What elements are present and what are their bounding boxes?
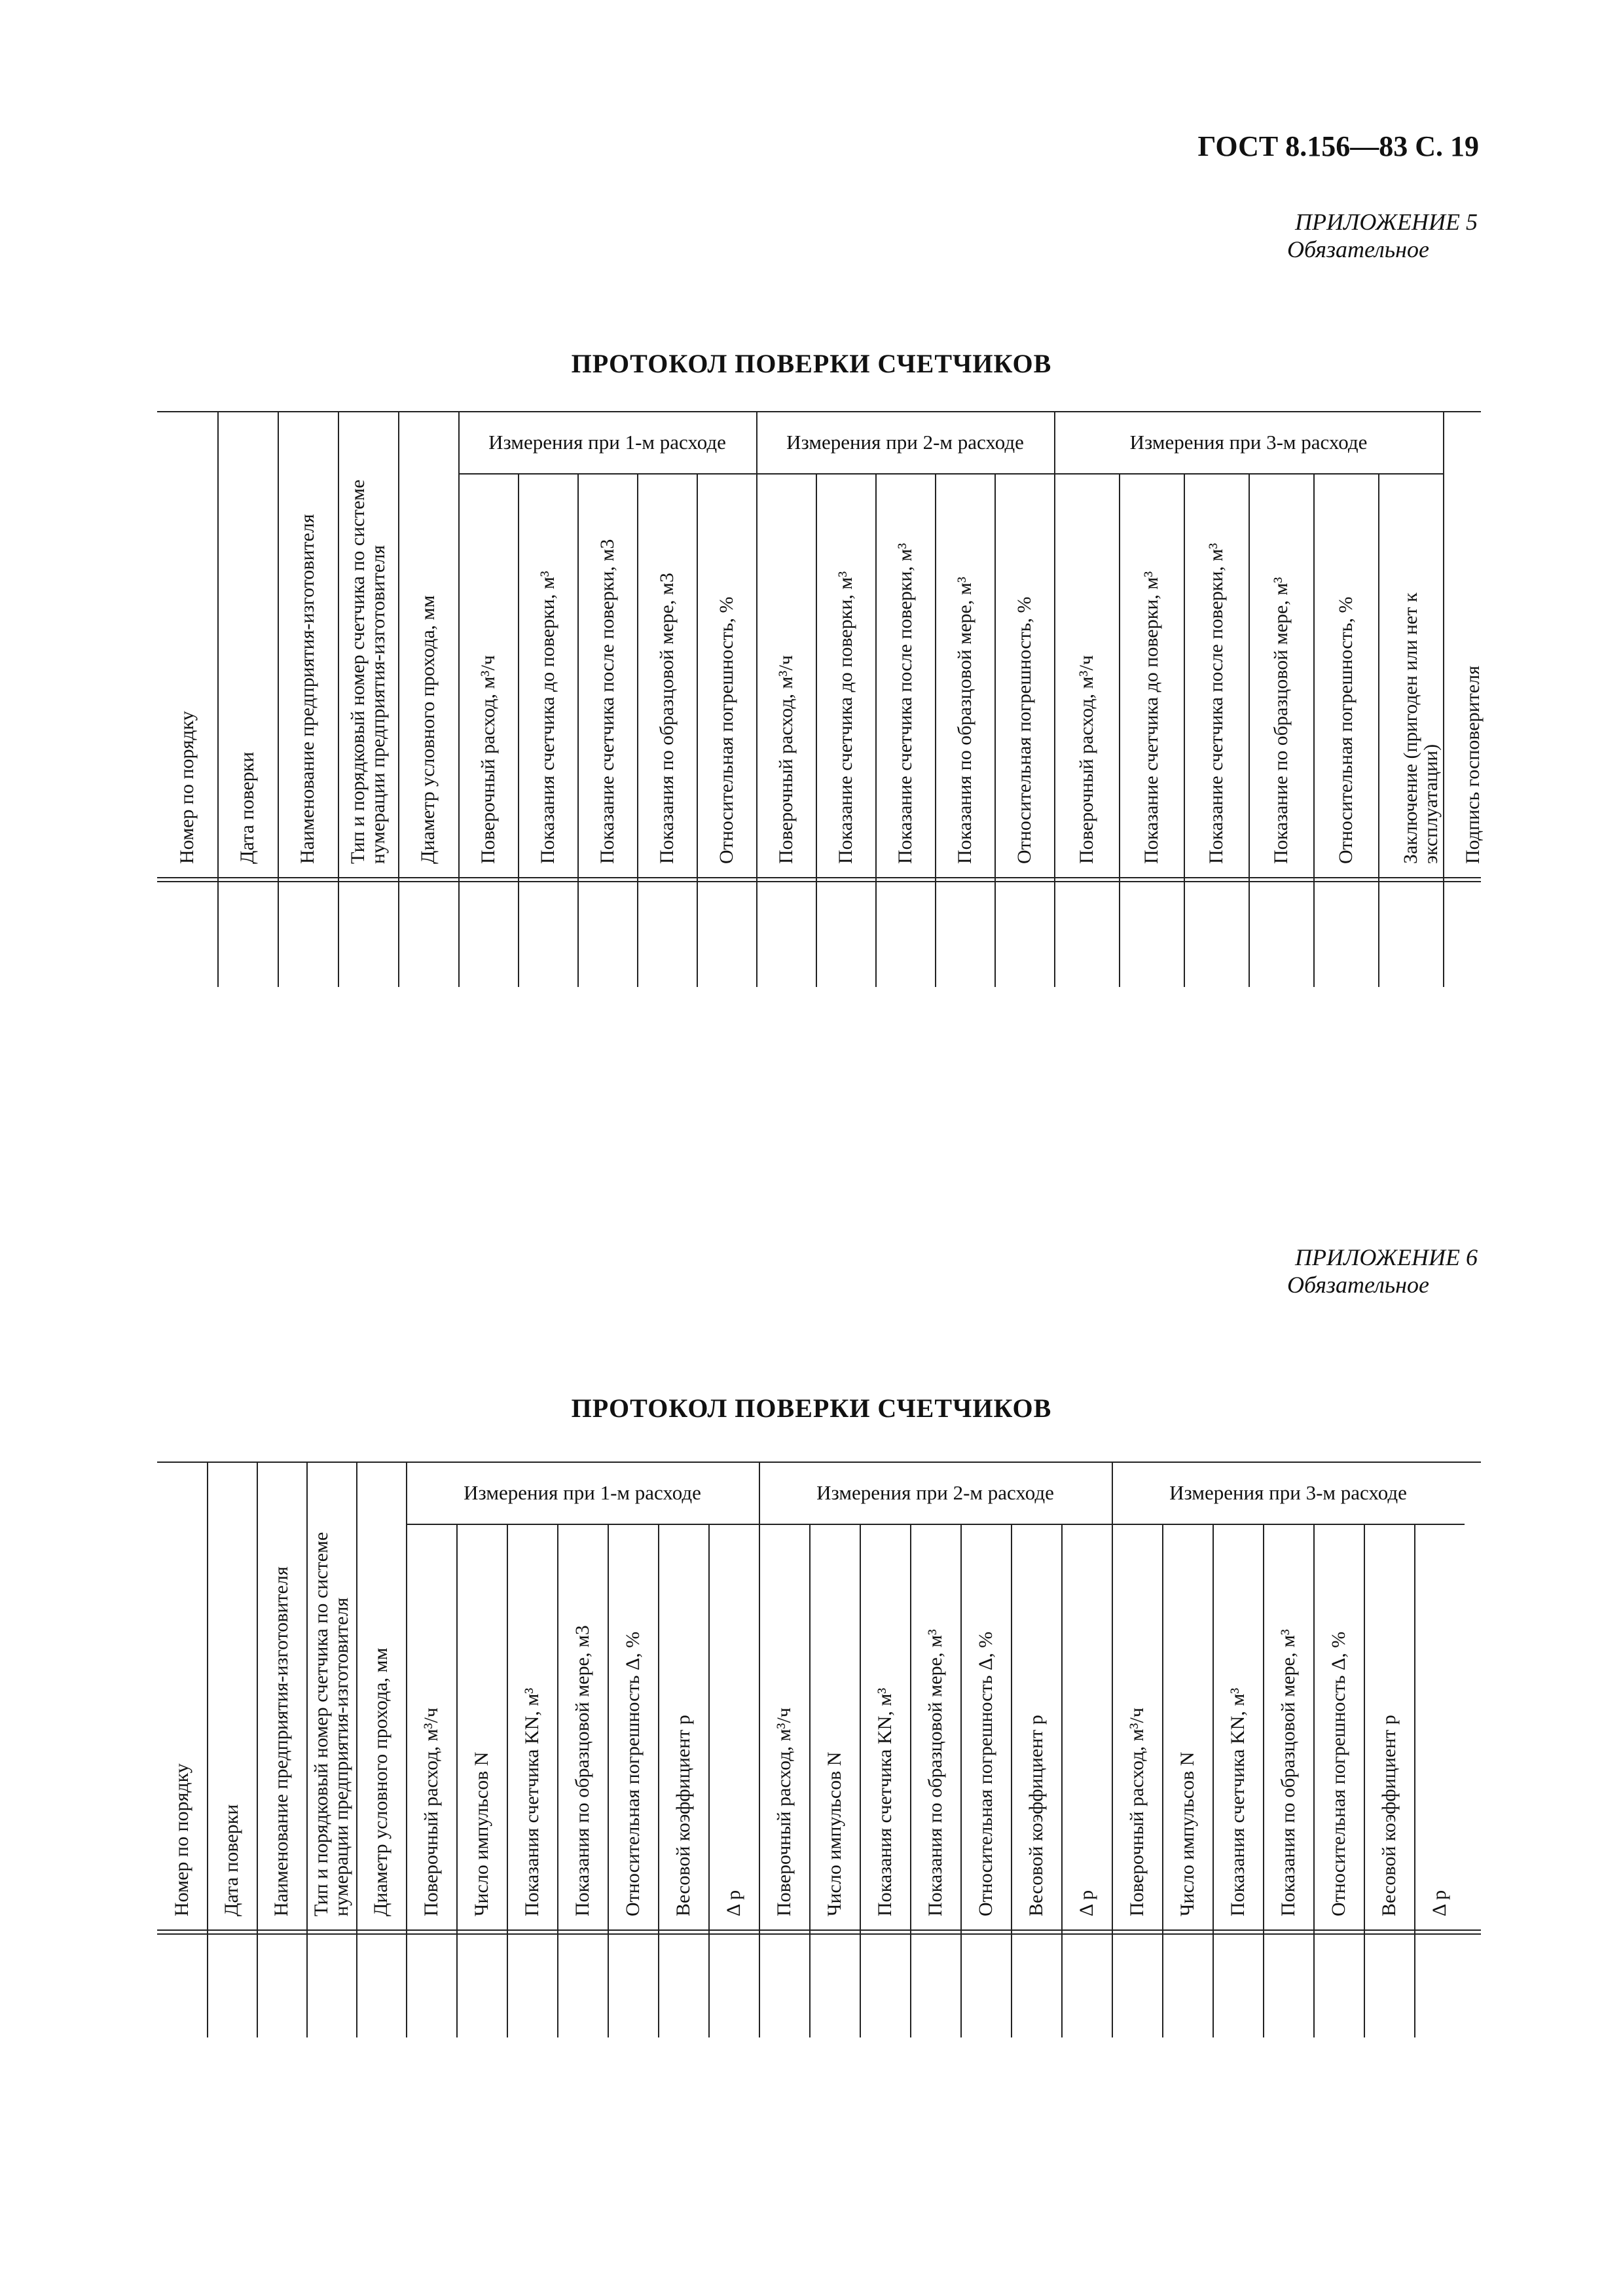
table-top-rule [157, 411, 1481, 412]
column-header: Показание счетчика после поверки, м³ [1205, 543, 1227, 864]
column-divider [1263, 1524, 1264, 2037]
column-divider [860, 1524, 861, 2037]
column-header: Показания по образцовой мере, м³ [1277, 1629, 1299, 1916]
column-divider [1054, 411, 1055, 987]
column-header: Относительная погрешность, % [1013, 596, 1035, 864]
column-header: Наименование предприятия-изготовителя [270, 1566, 292, 1916]
column-divider [1313, 473, 1315, 987]
column-header: Диаметр условного прохода, мм [370, 1647, 392, 1916]
column-divider [759, 1462, 760, 2037]
column-divider [458, 411, 460, 987]
column-divider [456, 1524, 458, 2037]
column-header: Показания счетчика до поверки, м³ [536, 571, 558, 864]
column-divider [1119, 473, 1120, 987]
header-bottom-rule [157, 877, 1481, 878]
column-divider [910, 1524, 911, 2037]
column-divider [338, 411, 339, 987]
column-divider [406, 1462, 407, 2037]
column-header: Показания по образцовой мере, м³ [924, 1629, 946, 1916]
page-header: ГОСТ 8.156—83 С. 19 [1197, 130, 1479, 162]
column-header: Заключение (пригоден или нет к эксплуатации) [1399, 592, 1442, 864]
group-subheader-rule [458, 473, 756, 475]
column-header: Тип и порядковый номер счетчика по системе нумерации предприятия-изготовителя [347, 479, 389, 864]
column-divider [518, 473, 519, 987]
column-header: Относительная погрешность Δ, % [1327, 1631, 1349, 1916]
column-header: Тип и порядковый номер счетчика по системе нумерации предприятия-изготовителя [310, 1532, 352, 1916]
column-header: Показания по образцовой мере, м3 [655, 573, 678, 864]
column-divider [306, 1462, 308, 2037]
column-divider [1061, 1524, 1063, 2037]
column-header: Δ p [1428, 1890, 1450, 1916]
protocol-title: ПРОТОКОЛ ПОВЕРКИ СЧЕТЧИКОВ [571, 1393, 1052, 1423]
column-divider [658, 1524, 659, 2037]
column-header: Поверочный расход, м³/ч [773, 1708, 795, 1916]
column-header: Поверочный расход, м³/ч [420, 1708, 442, 1916]
column-divider [1112, 1462, 1113, 2037]
column-divider [816, 473, 817, 987]
column-header: Показания по образцовой мере, м3 [571, 1625, 593, 1916]
group-subheader-rule [406, 1524, 759, 1525]
column-divider [356, 1462, 357, 2037]
group-subheader-rule [756, 473, 1054, 475]
column-divider [960, 1524, 962, 2037]
column-header: Δ p [1075, 1890, 1097, 1916]
appendix-status: Обязательное [1287, 1272, 1429, 1298]
column-header: Весовой коэффициент p [1377, 1715, 1400, 1916]
column-divider [935, 473, 936, 987]
group-subheader-rule [759, 1524, 1112, 1525]
column-header: Поверочный расход, м³/ч [477, 655, 499, 864]
column-header: Показания счетчика KN, м³ [1226, 1687, 1249, 1916]
column-header: Относительная погрешность, % [1334, 596, 1357, 864]
column-divider [557, 1524, 558, 2037]
column-header: Показание счетчика после поверки, м3 [596, 539, 618, 864]
appendix-label: ПРИЛОЖЕНИЕ 6 [1295, 1244, 1478, 1270]
column-divider [1313, 1524, 1315, 2037]
column-header: Весовой коэффициент p [1025, 1715, 1047, 1916]
column-divider [207, 1462, 208, 2037]
column-header: Диаметр условного прохода, мм [417, 595, 439, 864]
column-divider [1249, 473, 1250, 987]
column-divider [1011, 1524, 1012, 2037]
column-header: Показание счетчика до поверки, м³ [834, 571, 856, 864]
column-divider [708, 1524, 710, 2037]
column-divider [875, 473, 877, 987]
column-divider [1213, 1524, 1214, 2037]
column-header: Номер по порядку [171, 1763, 192, 1916]
group-subheader-rule [1054, 473, 1443, 475]
group-header: Измерения при 1-м расходе [464, 1480, 701, 1504]
group-header: Измерения при 1-м расходе [488, 430, 726, 454]
column-divider [257, 1462, 258, 2037]
column-divider [1364, 1524, 1365, 2037]
column-header: Число импульсов N [823, 1751, 845, 1916]
group-subheader-rule [1112, 1524, 1465, 1525]
column-divider [756, 411, 757, 987]
header-bottom-rule-2 [157, 881, 1481, 882]
column-header: Подпись госповерителя [1462, 666, 1484, 864]
column-header: Поверочный расход, м³/ч [775, 655, 797, 864]
column-header: Наименование предприятия-изготовителя [297, 514, 318, 864]
column-header: Число импульсов N [1176, 1751, 1198, 1916]
group-header: Измерения при 3-м расходе [1169, 1480, 1407, 1504]
appendix-status: Обязательное [1287, 236, 1429, 262]
column-header: Показание счетчика после поверки, м³ [894, 543, 916, 864]
column-header: Показание по образцовой мере, м³ [1269, 577, 1292, 864]
column-divider [637, 473, 638, 987]
protocol-title: ПРОТОКОЛ ПОВЕРКИ СЧЕТЧИКОВ [571, 349, 1052, 378]
column-header: Поверочный расход, м³/ч [1125, 1708, 1148, 1916]
column-divider [1162, 1524, 1163, 2037]
column-divider [1378, 473, 1379, 987]
column-header: Весовой коэффициент p [672, 1715, 694, 1916]
column-divider [507, 1524, 508, 2037]
column-header: Число импульсов N [470, 1751, 492, 1916]
group-header: Измерения при 2-м расходе [816, 1480, 1054, 1504]
column-header: Поверочный расход, м³/ч [1075, 655, 1097, 864]
column-divider [608, 1524, 609, 2037]
appendix-label: ПРИЛОЖЕНИЕ 5 [1295, 209, 1478, 235]
column-header: Показание счетчика до поверки, м³ [1140, 571, 1162, 864]
column-divider [577, 473, 579, 987]
column-header: Показания счетчика KN, м³ [520, 1687, 543, 1916]
column-divider [994, 473, 996, 987]
column-divider [1443, 411, 1444, 987]
column-header: Показания по образцовой мере, м³ [953, 577, 976, 864]
column-header: Дата поверки [236, 751, 258, 864]
column-header: Номер по порядку [176, 711, 198, 864]
column-header: Относительная погрешность Δ, % [974, 1631, 996, 1916]
column-header: Δ p [722, 1890, 744, 1916]
column-header: Относительная погрешность Δ, % [621, 1631, 644, 1916]
column-divider [398, 411, 399, 987]
group-header: Измерения при 3-м расходе [1129, 430, 1368, 454]
column-divider [809, 1524, 811, 2037]
column-divider [1184, 473, 1185, 987]
column-divider [217, 411, 219, 987]
column-header: Относительная погрешность, % [715, 596, 737, 864]
column-divider [278, 411, 279, 987]
column-header: Дата поверки [221, 1804, 242, 1916]
column-divider [1414, 1524, 1415, 2037]
column-header: Показания счетчика KN, м³ [873, 1687, 896, 1916]
column-divider [697, 473, 698, 987]
group-header: Измерения при 2-м расходе [786, 430, 1024, 454]
